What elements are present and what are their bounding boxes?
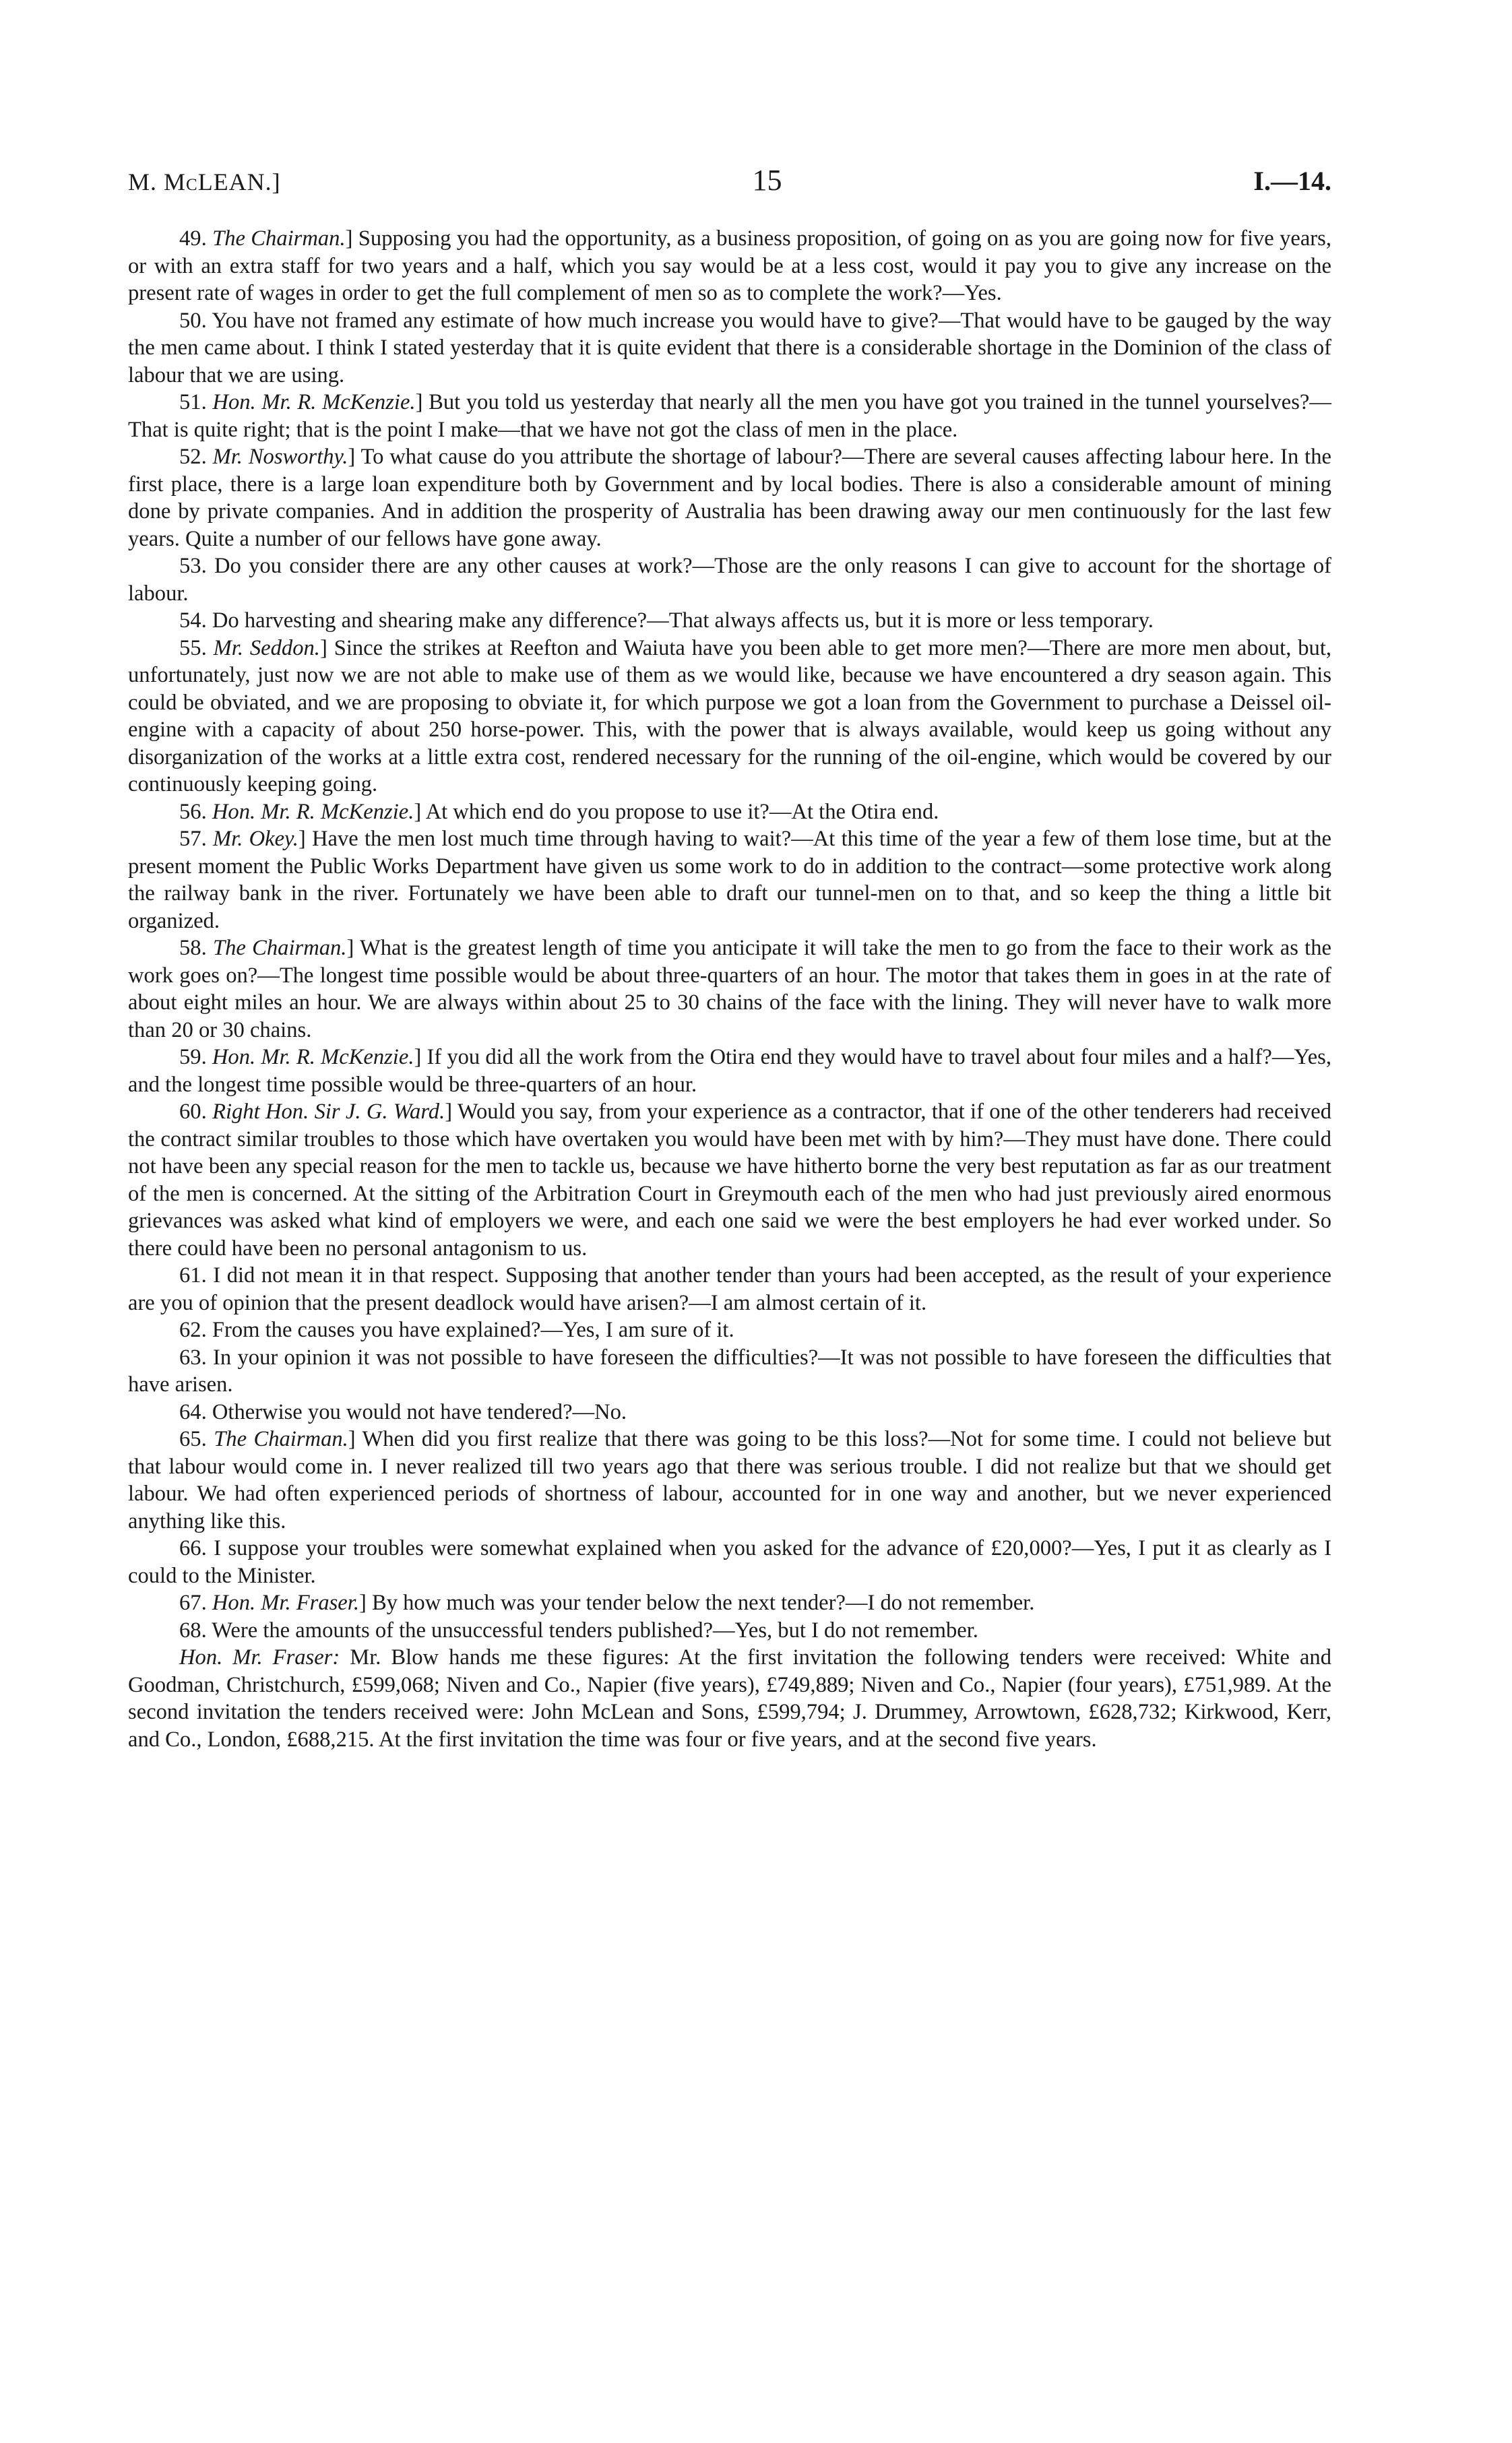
page-header bbox=[128, 163, 1331, 206]
paragraph-text: 53. Do you consider there are any other causes at work?—Those are the only reasons I can give to account for the shortage of labour. bbox=[128, 554, 1331, 606]
paragraph-68 bbox=[128, 1617, 1331, 1645]
paragraph-text: Mr. Blow hands me these figures: At the first invitation the following tenders were received: White and Goodman, Christchurch, £599,068; Niven and Co., Napier (five years), £749,889; Niven and Co., Napier (four years), £751,989. At the second invitation the tenders received were: John McLean and Sons, £599,794; J. Drummey, Arrowtown, £628,732; Kirkwood, Kerr, and Co., London, £688,215. At the first invitation the time was four or five years, and at the second five years. bbox=[128, 1645, 1331, 1752]
paragraph-text: ] By how much was your tender below the next tender?—I do not remember. bbox=[358, 1591, 1035, 1615]
paragraph-54 bbox=[128, 607, 1331, 635]
paragraph-fraser-statement bbox=[128, 1644, 1331, 1753]
paragraph-text: 50. You have not framed any estimate of how much increase you would have to give?—That would have to be gauged by the way the men came about. I think I stated yesterday that it is quite evident that there is a considerable shortage in the Dominion of the class of labour that we are using. bbox=[128, 308, 1331, 387]
speaker: 56. Hon. Mr. R. McKenzie. bbox=[179, 799, 414, 824]
speaker: 57. Mr. Okey. bbox=[179, 827, 298, 851]
paragraph-57 bbox=[128, 825, 1331, 934]
speaker: 58. The Chairman. bbox=[179, 936, 347, 960]
paragraph-text: 54. Do harvesting and shearing make any difference?—That always affects us, but it is more or less temporary. bbox=[179, 608, 1154, 633]
speaker: 60. Right Hon. Sir J. G. Ward. bbox=[179, 1100, 445, 1124]
speaker: 55. Mr. Seddon. bbox=[179, 635, 320, 660]
paragraph-63 bbox=[128, 1344, 1331, 1399]
paragraph-64 bbox=[128, 1399, 1331, 1426]
paragraph-65 bbox=[128, 1426, 1331, 1535]
paragraph-66 bbox=[128, 1535, 1331, 1589]
paragraph-text: ] What is the greatest length of time you anticipate it will take the men to go from the face to their work as the work goes on?—The longest time possible would be about three-quarters of an hour. The motor that takes them in goes in at the rate of about eight miles an hour. We are always within about 25 to 30 chains of the face with the lining. They will never have to walk more than 20 or 30 chains. bbox=[128, 936, 1331, 1042]
paragraph-text: ] At which end do you propose to use it?—At the Otira end. bbox=[414, 799, 939, 824]
paragraph-49 bbox=[128, 225, 1331, 307]
paragraph-text: 64. Otherwise you would not have tendered?—No. bbox=[179, 1399, 627, 1424]
paragraph-text: 61. I did not mean it in that respect. Supposing that another tender than yours had been accepted, as the result of your experience are you of opinion that the present deadlock would have arisen?—I am almost certain of it. bbox=[128, 1263, 1331, 1315]
speaker: 49. The Chairman. bbox=[179, 226, 346, 251]
paragraph-text: ] But you told us yesterday that nearly all the men you have got you trained in the tunnel yourselves?—That is quite right; that is the point I make—that we have not got the class of men in the place. bbox=[128, 390, 1331, 442]
paragraph-56 bbox=[128, 798, 1331, 826]
speaker: 65. The Chairman. bbox=[179, 1427, 348, 1451]
paragraph-60 bbox=[128, 1098, 1331, 1262]
speaker: 59. Hon. Mr. R. McKenzie. bbox=[179, 1045, 414, 1069]
speaker: Hon. Mr. Fraser: bbox=[179, 1645, 340, 1670]
paragraph-59 bbox=[128, 1044, 1331, 1098]
paper-reference: I.—14. bbox=[1253, 166, 1331, 196]
paragraph-52 bbox=[128, 443, 1331, 552]
document-page bbox=[128, 163, 1331, 1753]
paragraph-text: 66. I suppose your troubles were somewhat explained when you asked for the advance of £20,000?—Yes, I put it as clearly as I could to the Minister. bbox=[128, 1536, 1331, 1588]
paragraph-text: 62. From the causes you have explained?—Yes, I am sure of it. bbox=[179, 1318, 734, 1342]
evidence-body bbox=[128, 225, 1331, 1753]
speaker: 51. Hon. Mr. R. McKenzie. bbox=[179, 390, 416, 414]
paragraph-text: ] Since the strikes at Reefton and Waiuta have you been able to get more men?—There are more men about, but, unfortunately, just now we are not able to make use of them as we would like, because we have encountered a dry season again. This could be obviated, and we are proposing to obviate it, for which purpose we got a loan from the Government to purchase a Deissel oil-engine with a capacity of about 250 horse-power. This, with the power that is always available, would keep us going without any disorganization of the works at a little extra cost, rendered necessary for the running of the oil-engine, which would be covered by our continuously keeping going. bbox=[128, 635, 1332, 796]
paragraph-text: ] Would you say, from your experience as a contractor, that if one of the other tenderers had received the contract similar troubles to those which have overtaken you would have been met with by him?—They must have done. There could not have been any special reason for the men to tackle us, because we have hitherto borne the very best reputation as far as our treatment of the men is concerned. At the sitting of the Arbitration Court in Greymouth each of the men who had just previously aired enormous grievances was asked what kind of employers we were, and each one said we were the best employers he had ever worked under. So there could have been no personal antagonism to us. bbox=[128, 1100, 1331, 1261]
paragraph-text: ] When did you first realize that there was going to be this loss?—Not for some time. I could not believe but that labour would come in. I never realized till two years ago that there was serious trouble. I did not realize but that we should get labour. We had often experienced periods of shortness of labour, accounted for in one way and another, but we never experienced anything like this. bbox=[128, 1427, 1331, 1533]
paragraph-text: ] Have the men lost much time through having to wait?—At this time of the year a few of them lose time, but at the present moment the Public Works Department have given us some work to do in addition to the contract—some protective work along the railway bank in the river. Fortunately we have been able to draft our tunnel-men on to that, and so keep the thing a little bit organized. bbox=[128, 827, 1331, 933]
paragraph-text: ] Supposing you had the opportunity, as a business proposition, of going on as you are going now for five years, or with an extra staff for two years and a half, which you say would be at a less cost, would it pay you to give any increase on the present rate of wages in order to get the full complement of men so as to complete the work?—Yes. bbox=[128, 226, 1331, 305]
paragraph-61 bbox=[128, 1262, 1331, 1316]
paragraph-51 bbox=[128, 389, 1331, 443]
speaker: 52. Mr. Nosworthy. bbox=[179, 445, 348, 469]
paragraph-50 bbox=[128, 307, 1331, 389]
paragraph-58 bbox=[128, 934, 1331, 1044]
header-witness: M. McLEAN.] bbox=[128, 168, 281, 195]
paragraph-67 bbox=[128, 1589, 1331, 1617]
paragraph-53 bbox=[128, 552, 1331, 607]
paragraph-55 bbox=[128, 635, 1331, 798]
speaker: 67. Hon. Mr. Fraser. bbox=[179, 1591, 359, 1615]
paragraph-62 bbox=[128, 1316, 1331, 1344]
paragraph-text: ] If you did all the work from the Otira end they would have to travel about four miles and a half?—Yes, and the longest time possible would be three-quarters of an hour. bbox=[128, 1045, 1331, 1097]
paragraph-text: 63. In your opinion it was not possible to have foreseen the difficulties?—It was not possible to have foreseen the difficulties that have arisen. bbox=[128, 1345, 1331, 1397]
page-number: 15 bbox=[752, 164, 782, 197]
paragraph-text: 68. Were the amounts of the unsuccessful tenders published?—Yes, but I do not remember. bbox=[179, 1618, 978, 1643]
paragraph-text: ] To what cause do you attribute the shortage of labour?—There are several causes affecting labour here. In the first place, there is a large loan expenditure both by Government and by local bodies. There is also a considerable amount of mining done by private companies. And in addition the prosperity of Australia has been drawing away our men continuously for the last few years. Quite a number of our fellows have gone away. bbox=[128, 445, 1331, 551]
